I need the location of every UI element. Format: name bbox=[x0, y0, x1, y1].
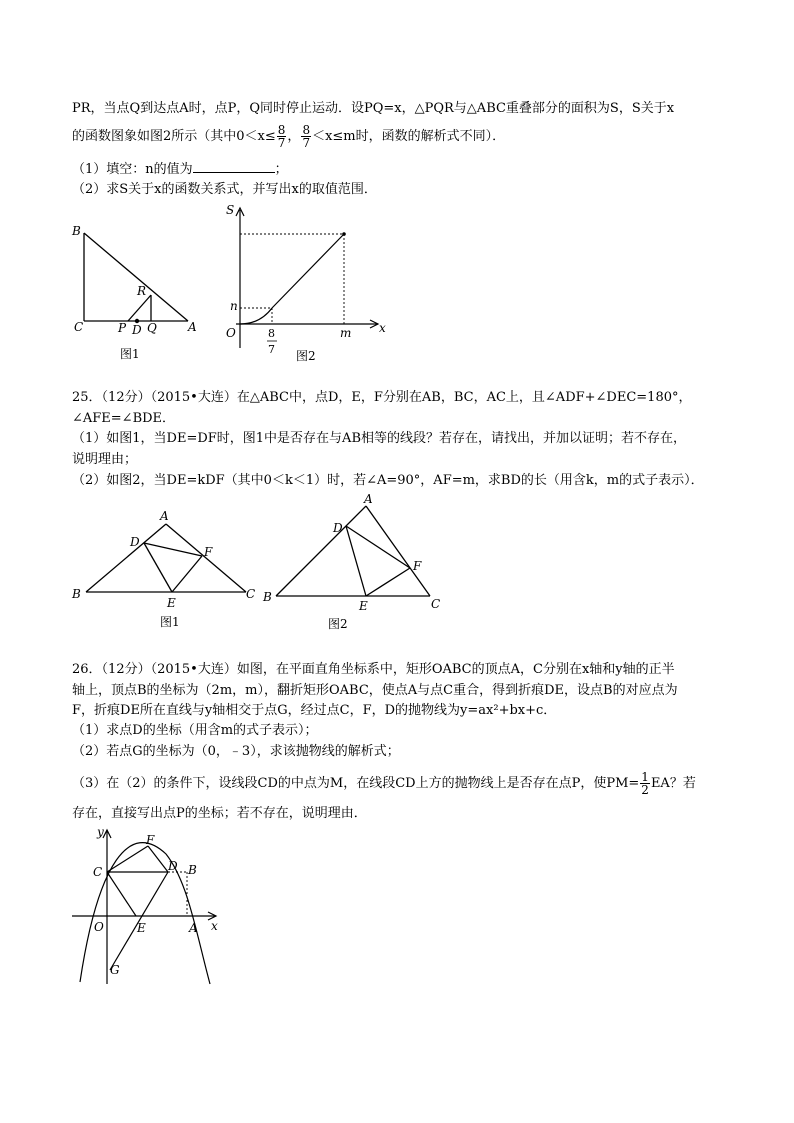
q26-sub-3a: （3）在（2）的条件下，设线段CD的中点为M，在线段CD上方的抛物线上是否存在点P，使PM= bbox=[72, 776, 640, 791]
fraction-numerator: 8 bbox=[302, 123, 311, 137]
segment-EF bbox=[172, 556, 202, 592]
q25-sub-2: （2）如图2，当DE=kDF（其中0＜k＜1）时，若∠A=90°，AF=m，求BD的长（用含k，m的式子表示）． bbox=[72, 473, 704, 488]
segment-AC bbox=[366, 506, 430, 596]
fraction-denominator: 7 bbox=[302, 136, 311, 150]
q24-figure-1 bbox=[70, 225, 210, 365]
label-D: D bbox=[168, 859, 178, 873]
fig1-caption: 图1 bbox=[120, 347, 140, 361]
end-point bbox=[342, 232, 346, 236]
segment-EF bbox=[366, 568, 410, 596]
label-A: A bbox=[160, 509, 169, 523]
q24-line-2c: ＜x≤m时，函数的解析式不同）． bbox=[312, 129, 506, 144]
tick-numerator: 8 bbox=[268, 327, 275, 340]
label-n: n bbox=[230, 299, 238, 313]
fig1-caption: 图1 bbox=[160, 615, 180, 629]
label-A: A bbox=[189, 921, 198, 935]
q24-sub-1a: （1）填空：n的值为 bbox=[72, 162, 193, 177]
q26-sub-1: （1）求点D的坐标（用含m的式子表示）； bbox=[72, 723, 318, 738]
label-F: F bbox=[413, 559, 422, 573]
segment-CF bbox=[107, 846, 148, 872]
q24-line-2b: ， bbox=[287, 129, 301, 144]
label-C: C bbox=[431, 597, 441, 611]
answer-blank[interactable] bbox=[193, 160, 275, 173]
segment-CE bbox=[107, 872, 136, 916]
fraction-8-7-second bbox=[301, 124, 311, 149]
label-x: x bbox=[211, 919, 218, 933]
q24-sub-2: （2）求S关于x的函数关系式，并写出x的取值范围． bbox=[72, 182, 377, 197]
label-P: P bbox=[118, 321, 127, 335]
label-E: E bbox=[137, 921, 146, 935]
label-O: O bbox=[94, 920, 104, 934]
q26-sub-2: （2）若点G的坐标为（0，﹣3），求该抛物线的解析式； bbox=[72, 744, 400, 759]
label-B: B bbox=[188, 863, 197, 877]
fraction-denominator: 7 bbox=[277, 136, 286, 150]
segment-DE bbox=[144, 543, 172, 592]
q24-sub-1 bbox=[72, 160, 288, 179]
label-D: D bbox=[132, 323, 142, 337]
fig2-caption: 图2 bbox=[328, 617, 348, 631]
label-D: D bbox=[333, 521, 343, 535]
label-Q: Q bbox=[147, 321, 157, 335]
fraction-numerator: 1 bbox=[641, 770, 649, 784]
q26-sub-3-line-1 bbox=[72, 771, 696, 796]
label-C: C bbox=[93, 865, 103, 879]
q24-sub-1b: ； bbox=[274, 162, 288, 177]
fraction-numerator: 8 bbox=[277, 123, 286, 137]
label-A: A bbox=[188, 320, 197, 334]
q26-line-1: 26．（12分）（2015•大连）如图，在平面直角坐标系中，矩形OABC的顶点A，C分别在x轴和y轴的正半 bbox=[72, 662, 675, 677]
segment-FD bbox=[148, 846, 168, 872]
label-E: E bbox=[167, 596, 176, 610]
segment-BA bbox=[84, 233, 188, 321]
tick-denominator: 7 bbox=[268, 343, 275, 356]
fig2-caption: 图2 bbox=[296, 349, 316, 363]
segment-PR bbox=[128, 295, 151, 321]
q25-figure-1 bbox=[70, 510, 270, 640]
label-m: m bbox=[340, 326, 352, 340]
q26-sub-3-line-2: 存在，直接写出点P的坐标；若不存在，说明理由． bbox=[72, 806, 367, 821]
curve-segment bbox=[240, 308, 272, 324]
label-x: x bbox=[379, 321, 386, 335]
label-O: O bbox=[226, 326, 236, 340]
q26-sub-3b: EA？若 bbox=[650, 776, 696, 791]
label-y: y bbox=[97, 825, 104, 839]
label-D: D bbox=[130, 535, 140, 549]
label-B: B bbox=[72, 224, 81, 238]
q25-sub-1-line-1: （1）如图1，当DE=DF时，图1中是否存在与AB相等的线段？若存在，请找出，并加以证明；若不存在， bbox=[72, 431, 687, 446]
label-R: R bbox=[137, 284, 147, 298]
label-S: S bbox=[226, 203, 235, 217]
q26-figure bbox=[70, 822, 230, 987]
fraction-denominator: 2 bbox=[641, 783, 649, 797]
linear-segment bbox=[272, 234, 344, 308]
q26-line-3: F，折痕DE所在直线与y轴相交于点G，经过点C，F，D的抛物线为y=ax²+bx+c． bbox=[72, 703, 557, 718]
label-F: F bbox=[146, 833, 155, 847]
label-B: B bbox=[72, 587, 81, 601]
q24-figure-2 bbox=[222, 200, 392, 363]
label-A: A bbox=[364, 492, 373, 506]
fraction-1-2 bbox=[640, 771, 650, 796]
fraction-8-7 bbox=[277, 124, 287, 149]
q25-figure-2 bbox=[260, 492, 460, 632]
segment-BA bbox=[86, 524, 166, 592]
q26-line-2: 轴上，顶点B的坐标为（2m，m），翻折矩形OABC，使点A与点C重合，得到折痕DE，设点B的对应点为 bbox=[72, 683, 678, 698]
segment-DF bbox=[144, 543, 202, 556]
label-G: G bbox=[110, 963, 120, 977]
q25-line-1: 25．（12分）（2015•大连）在△ABC中，点D，E，F分别在AB，BC，AC上，且∠ADF+∠DEC=180°， bbox=[72, 390, 692, 405]
label-F: F bbox=[204, 545, 213, 559]
label-C: C bbox=[246, 587, 256, 601]
q25-sub-1-line-2: 说明理由； bbox=[72, 452, 138, 467]
q24-line-2 bbox=[72, 124, 505, 149]
label-B: B bbox=[263, 590, 272, 604]
q25-line-2: ∠AFE=∠BDE． bbox=[72, 411, 176, 426]
q24-line-1: PR，当点Q到达点A时，点P，Q同时停止运动．设PQ=x，△PQR与△ABC重叠部分的面积为S，S关于x bbox=[72, 101, 675, 116]
label-C: C bbox=[74, 320, 84, 334]
label-E: E bbox=[359, 599, 368, 613]
q24-line-2a: 的函数图象如图2所示（其中0＜x≤ bbox=[72, 129, 276, 144]
